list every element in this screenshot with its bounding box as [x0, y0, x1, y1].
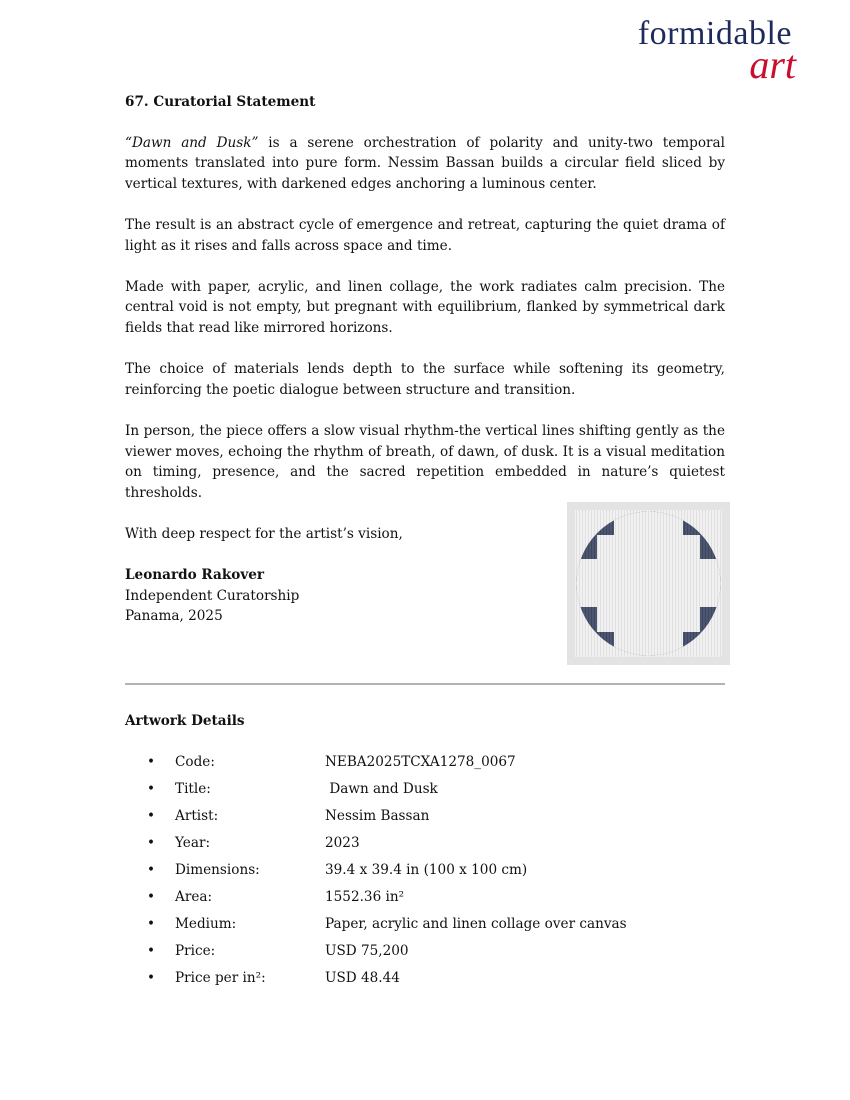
bullet: • [147, 808, 156, 824]
detail-medium [147, 914, 707, 941]
detail-code [147, 752, 707, 779]
bullet: • [147, 970, 156, 986]
signature-name: Leonardo Rakover [125, 567, 265, 584]
logo-accent: art [749, 42, 796, 87]
detail-label: Price: [175, 943, 216, 959]
statement-paragraph-1 [125, 133, 725, 195]
detail-label: Title: [175, 781, 211, 797]
logo-wordmark: formidable [637, 15, 792, 52]
signature-role: Independent Curatorship [125, 587, 300, 604]
detail-price [147, 941, 707, 968]
detail-value: USD 75,200 [325, 943, 409, 959]
brand-logo [592, 14, 796, 87]
detail-value: 39.4 x 39.4 in (100 x 100 cm) [325, 862, 528, 878]
statement-heading: 67. Curatorial Statement [125, 94, 316, 110]
statement-paragraph-4: The choice of materials lends depth to the surface while softening its geometry, reinforcing the poetic dialogue between structure and transition. [125, 361, 725, 398]
detail-artist [147, 806, 707, 833]
bullet: • [147, 754, 156, 770]
statement-paragraph-2: The result is an abstract cycle of emergence and retreat, capturing the quiet drama of light as it rises and falls across space and time. [125, 216, 725, 254]
detail-label: Artist: [175, 808, 219, 824]
detail-label: Code: [175, 754, 215, 770]
bullet: • [147, 916, 156, 932]
detail-value: 1552.36 in² [325, 889, 405, 905]
detail-dimensions [147, 860, 707, 887]
artwork-details-heading: Artwork Details [125, 713, 245, 729]
detail-label: Year: [175, 835, 211, 851]
detail-label: Dimensions: [175, 862, 260, 878]
artwork-illustration [567, 502, 730, 665]
detail-value: NEBA2025TCXA1278_0067 [325, 754, 516, 770]
detail-price-per-area [147, 968, 707, 995]
bullet: • [147, 862, 156, 878]
detail-value: Paper, acrylic and linen collage over canvas [325, 916, 627, 932]
closing-line: With deep respect for the artist’s vision, [125, 525, 403, 542]
detail-title [147, 779, 707, 806]
artwork-image [567, 502, 730, 665]
detail-value: 2023 [325, 835, 360, 851]
bullet: • [147, 943, 156, 959]
detail-value: Dawn and Dusk [325, 781, 438, 797]
detail-label: Medium: [175, 916, 237, 932]
detail-value: Nessim Bassan [325, 808, 430, 824]
detail-label: Area: [175, 889, 213, 905]
statement-paragraph-5: In person, the piece offers a slow visual rhythm-the vertical lines shifting gently as the viewer moves, echoing the rhythm of breath, of dawn, of dusk. It is a visual meditation on timing, presence, and the sacred repetition embedded in nature’s quietest thresholds. [125, 422, 725, 501]
bullet: • [147, 889, 156, 905]
statement-paragraph-1-text: is a serene orchestration of polarity and unity-two temporal moments translated into pure form. Nessim Bassan builds a circular field sliced by vertical textures, with darkened edges anchoring a luminous center. [125, 134, 725, 192]
detail-year [147, 833, 707, 860]
detail-value: USD 48.44 [325, 970, 400, 986]
bullet: • [147, 781, 156, 797]
section-divider [125, 683, 725, 685]
bullet: • [147, 835, 156, 851]
detail-label: Price per in²: [175, 970, 266, 986]
signature-place: Panama, 2025 [125, 608, 223, 625]
detail-area [147, 887, 707, 914]
statement-paragraph-3: Made with paper, acrylic, and linen collage, the work radiates calm precision. The central void is not empty, but pregnant with equilibrium, flanked by symmetrical dark fields that read like mirrored horizons. [125, 278, 725, 336]
artwork-details-list [147, 752, 707, 995]
artwork-title-quote: “Dawn and Dusk” [125, 134, 259, 151]
